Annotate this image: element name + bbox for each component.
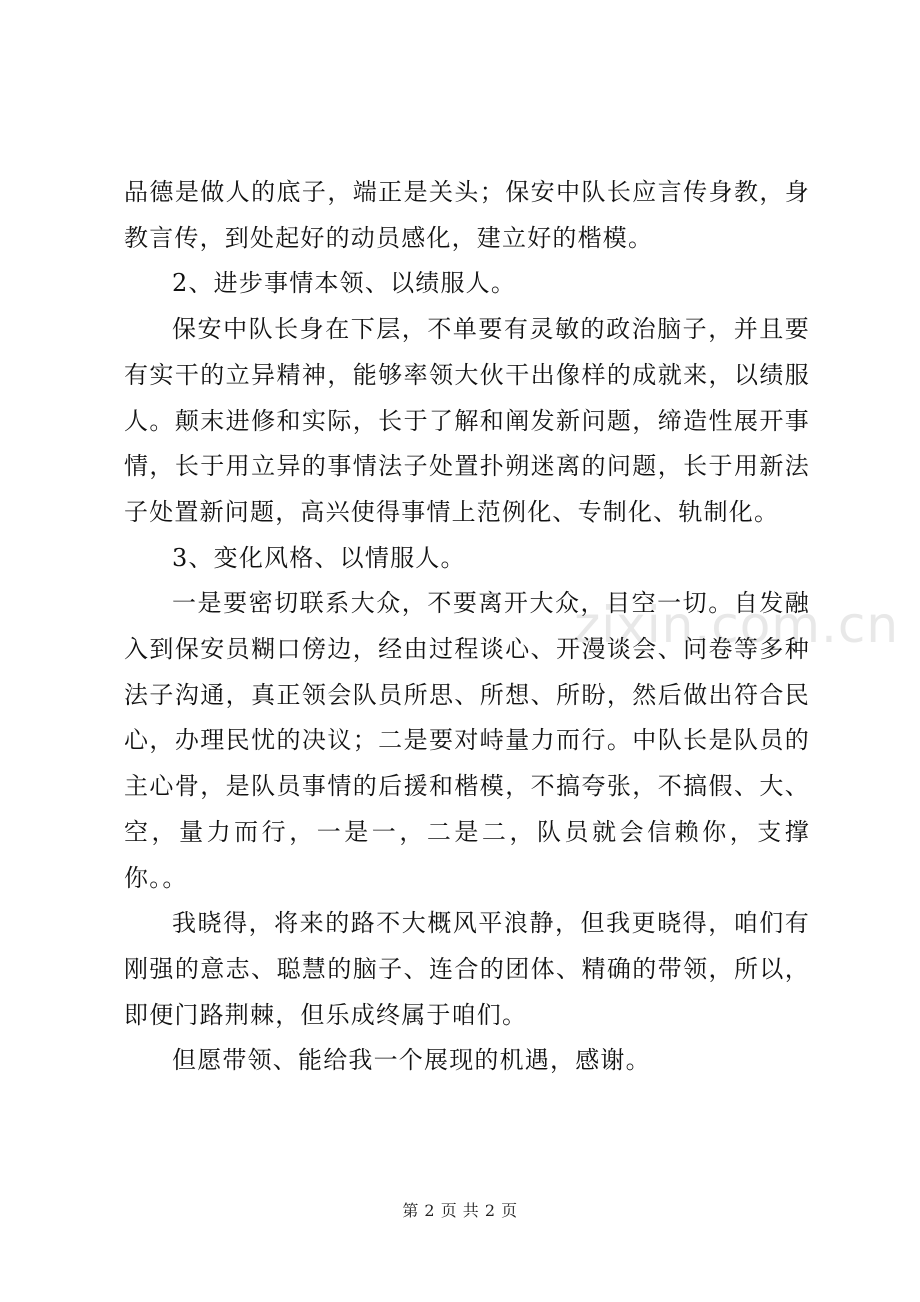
paragraph-heading-3: 3、变化风格、以情服人。: [172, 543, 466, 572]
page-footer: 第 2 页 共 2 页: [402, 1201, 518, 1220]
paragraph-performance: 保安中队长身在下层，不单要有灵敏的政治脑子，并且要有实干的立异精神，能够率领大伙干出像样的成就来，以绩服人。颠末进修和实际，长于了解和阐发新问题，缔造性展开事情，长于用立异的事情法子处置扑朔迷离的问题，长于用新法子处置新问题，高兴使得事情上范例化、专制化、轨制化。: [124, 315, 810, 526]
paragraph-heading-2: 2、进步事情本领、以绩服人。: [172, 269, 517, 298]
paragraph-thanks: 但愿带领、能给我一个展现的机遇，感谢。: [172, 1046, 651, 1075]
watermark-text: zixin.com.cn: [574, 596, 900, 654]
document-body: [124, 170, 810, 1084]
paragraph-continuation: 品德是做人的底子，端正是关头；保安中队长应言传身教，身教言传，到处起好的动员感化，建立好的楷模。: [124, 178, 810, 252]
paragraph-conclusion: 我晓得，将来的路不大概风平浪静，但我更晓得，咱们有刚强的意志、聪慧的脑子、连合的团体、精确的带领，所以，即便门路荆棘，但乐成终属于咱们。: [124, 909, 810, 1029]
paragraph-style: 一是要密切联系大众，不要离开大众，目空一切。自发融入到保安员糊口傍边，经由过程谈心、开漫谈会、问卷等多种法子沟通，真正领会队员所思、所想、所盼，然后做出符合民心，办理民忧的决议；二是要对峙量力而行。中队长是队员的主心骨，是队员事情的后援和楷模，不搞夸张，不搞假、大、空，量力而行，一是一，二是二，队员就会信赖你，支撑你。。: [124, 589, 810, 892]
